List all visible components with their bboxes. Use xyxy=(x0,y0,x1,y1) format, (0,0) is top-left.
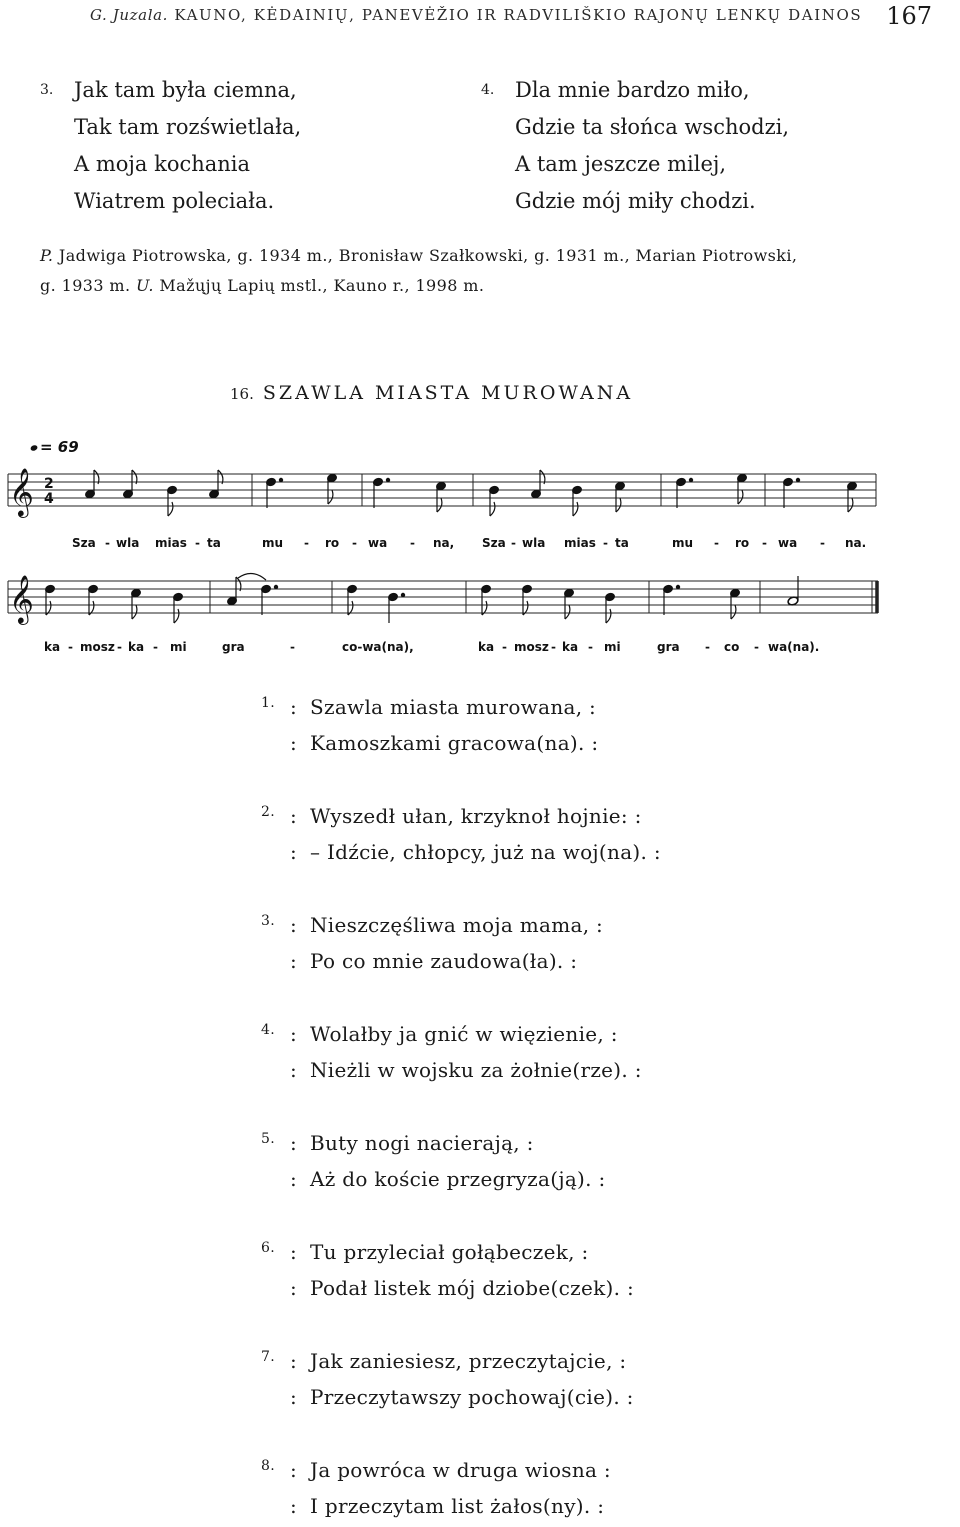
note xyxy=(388,592,405,623)
lyric-hyphen: - xyxy=(705,640,710,654)
repeat-mark: : xyxy=(290,1385,298,1409)
note xyxy=(489,485,500,516)
verse-line: – Idźcie, chłopcy, już na woj(na). : xyxy=(310,840,661,864)
running-header xyxy=(90,6,862,24)
verse-number: 7. xyxy=(261,1349,275,1365)
lyrics-row-1 xyxy=(72,536,866,550)
lyric-hyphen: - xyxy=(290,640,295,654)
verse-line: Aż do koście przegryza(ją). : xyxy=(310,1167,606,1191)
source-line-2 xyxy=(40,271,797,301)
lyric-hyphen: - xyxy=(68,640,73,654)
stanza-number: 3. xyxy=(40,82,54,98)
verse-number: 8. xyxy=(261,1458,275,1474)
treble-clef-icon: 𝄞 xyxy=(9,467,34,516)
stanza-line: A tam jeszcze milej, xyxy=(515,152,727,176)
source-info xyxy=(40,241,797,301)
note xyxy=(88,584,99,615)
stanza-4 xyxy=(481,72,789,220)
note xyxy=(266,477,283,508)
time-signature-bottom: 4 xyxy=(44,491,54,507)
note xyxy=(173,592,184,623)
lyric-hyphen: - xyxy=(410,536,415,550)
verse-line: Kamoszkami gracowa(na). : xyxy=(310,731,599,755)
repeat-mark: : xyxy=(290,1240,298,1264)
recorded-label: U. xyxy=(135,276,154,295)
lyric-hyphen: - xyxy=(754,640,759,654)
note xyxy=(737,473,748,504)
lyric-hyphen: - xyxy=(502,640,507,654)
lyrics-row-2 xyxy=(44,640,819,654)
note xyxy=(730,588,741,619)
performer-label: P. xyxy=(40,246,54,265)
note xyxy=(373,477,390,508)
note xyxy=(347,584,358,615)
lyric-syllable: ta xyxy=(615,536,629,550)
staff-2 xyxy=(8,581,878,613)
repeat-mark: : xyxy=(290,913,298,937)
lyric-syllable: co-wa(na), xyxy=(342,640,414,654)
repeat-mark: : xyxy=(290,949,298,973)
lyric-hyphen: - xyxy=(117,640,122,654)
lyric-hyphen: - xyxy=(195,536,200,550)
lyric-syllable: wla xyxy=(522,536,546,550)
lyric-syllable: ka xyxy=(478,640,495,654)
lyric-syllable: mosz xyxy=(514,640,549,654)
lyric-hyphen: - xyxy=(153,640,158,654)
repeat-mark: : xyxy=(290,731,298,755)
verse-line: Jak zaniesiesz, przeczytajcie, : xyxy=(310,1349,627,1373)
stanza-line: Jak tam była ciemna, xyxy=(74,78,297,102)
song-title xyxy=(230,382,633,404)
lyric-syllable: wa xyxy=(368,536,388,550)
stanza-number: 4. xyxy=(481,82,495,98)
lyric-syllable: mu xyxy=(262,536,284,550)
verse-line: Nieżli w wojsku za żołnie(rze). : xyxy=(310,1058,642,1082)
note xyxy=(522,584,533,615)
verse-line: Wolałby ja gnić w więzienie, : xyxy=(310,1022,618,1046)
lyric-syllable: wa(na). xyxy=(768,640,820,654)
note xyxy=(481,584,492,615)
verse-line: Buty nogi nacierają, : xyxy=(310,1131,534,1155)
header-title: KAUNO, KĖDAINIŲ, PANEVĖŽIO IR RADVILIŠKIO RAJONŲ LENKŲ DAINOS xyxy=(174,6,863,24)
verse-number: 6. xyxy=(261,1240,275,1256)
repeat-mark: : xyxy=(290,1131,298,1155)
verse-number: 3. xyxy=(261,913,275,929)
lyric-hyphen: - xyxy=(551,640,556,654)
lyric-hyphen: - xyxy=(820,536,825,550)
verse-line: Podał listek mój dziobe(czek). : xyxy=(310,1276,634,1300)
stanza-line: Tak tam rozświetlała, xyxy=(74,115,302,139)
repeat-mark: : xyxy=(290,1058,298,1082)
note xyxy=(436,481,447,512)
lyric-syllable: mu xyxy=(672,536,694,550)
tempo-mark xyxy=(30,438,79,456)
repeat-mark: : xyxy=(290,804,298,828)
lyric-syllable: mosz xyxy=(80,640,115,654)
verse-line: Przeczytawszy pochowaj(cie). : xyxy=(310,1385,634,1409)
performer-year: g. 1933 m. xyxy=(40,276,131,295)
lyric-syllable: ka xyxy=(128,640,145,654)
lyric-syllable: Sza xyxy=(482,536,506,550)
performers: Jadwiga Piotrowska, g. 1934 m., Bronisław Szałkowski, g. 1931 m., Marian Piotrowski, xyxy=(58,246,798,265)
treble-clef-icon: 𝄞 xyxy=(9,574,34,623)
lyric-syllable: ro xyxy=(325,536,340,550)
note xyxy=(327,473,338,504)
repeat-mark: : xyxy=(290,1458,298,1482)
time-signature-top: 2 xyxy=(44,476,54,492)
lyric-syllable: ro xyxy=(735,536,750,550)
lyric-syllable: gra xyxy=(657,640,680,654)
verse-number: 1. xyxy=(261,695,275,711)
note xyxy=(615,481,626,512)
source-line-1 xyxy=(40,241,797,271)
repeat-mark: : xyxy=(290,1167,298,1191)
note xyxy=(131,588,142,619)
note xyxy=(45,584,56,615)
note xyxy=(663,584,680,615)
music-score xyxy=(0,430,960,662)
note xyxy=(167,485,178,516)
note xyxy=(783,477,800,508)
lyric-syllable: mi xyxy=(604,640,621,654)
verse-line: Szawla miasta murowana, : xyxy=(310,695,597,719)
note xyxy=(261,584,278,615)
lyric-syllable: ta xyxy=(207,536,221,550)
lyric-hyphen: - xyxy=(762,536,767,550)
lyric-syllable: ka xyxy=(44,640,61,654)
lyric-syllable: na. xyxy=(845,536,867,550)
verse-line: I przeczytam list żałos(ny). : xyxy=(310,1494,605,1518)
verse-line: Po co mnie zaudowa(ła). : xyxy=(310,949,578,973)
verse-number: 5. xyxy=(261,1131,275,1147)
note xyxy=(605,592,616,623)
verse-line: Wyszedł ułan, krzyknoł hojnie: : xyxy=(310,804,642,828)
lyric-syllable: mi xyxy=(170,640,187,654)
lyric-syllable: wla xyxy=(116,536,140,550)
repeat-mark: : xyxy=(290,695,298,719)
stanza-line: Wiatrem poleciała. xyxy=(74,189,275,213)
lyric-syllable: Sza xyxy=(72,536,96,550)
header-author: G. Juzala. xyxy=(90,6,169,24)
lyric-hyphen: - xyxy=(603,536,608,550)
lyric-hyphen: - xyxy=(352,536,357,550)
lyric-syllable: gra xyxy=(222,640,245,654)
lyric-syllable: mias xyxy=(564,536,596,550)
lyric-syllable: na, xyxy=(433,536,455,550)
notes-staff-1 xyxy=(85,470,858,516)
verse-number: 2. xyxy=(261,804,275,820)
slur xyxy=(238,573,266,580)
lyric-hyphen: - xyxy=(511,536,516,550)
repeat-mark: : xyxy=(290,1494,298,1518)
repeat-mark: : xyxy=(290,1276,298,1300)
stanza-line: Dla mnie bardzo miło, xyxy=(515,78,750,102)
lyric-hyphen: - xyxy=(588,640,593,654)
lyric-syllable: wa xyxy=(778,536,798,550)
song-title-text: SZAWLA MIASTA MUROWANA xyxy=(262,382,634,404)
verse-line: Tu przyleciał gołąbeczek, : xyxy=(310,1240,589,1264)
lyric-syllable: ka xyxy=(562,640,579,654)
recording-place: Mažųjų Lapių mstl., Kauno r., 1998 m. xyxy=(159,276,485,295)
page-number: 167 xyxy=(886,2,932,30)
repeat-mark: : xyxy=(290,840,298,864)
verse-line: Ja powróca w druga wiosna : xyxy=(310,1458,611,1482)
verse-number: 4. xyxy=(261,1022,275,1038)
lyric-hyphen: - xyxy=(714,536,719,550)
note xyxy=(564,588,575,619)
tempo-text: = 69 xyxy=(40,438,79,456)
note xyxy=(676,477,693,508)
lyric-syllable: co xyxy=(724,640,740,654)
song-number: 16. xyxy=(230,385,254,403)
verse-line: Nieszczęśliwa moja mama, : xyxy=(310,913,604,937)
note xyxy=(572,485,583,516)
lyric-hyphen: - xyxy=(304,536,309,550)
repeat-mark: : xyxy=(290,1022,298,1046)
lyric-syllable: mias xyxy=(155,536,187,550)
lyric-hyphen: - xyxy=(105,536,110,550)
note xyxy=(847,481,858,512)
repeat-mark: : xyxy=(290,1349,298,1373)
stanza-line: Gdzie ta słońca wschodzi, xyxy=(515,115,790,139)
stanza-line: A moja kochania xyxy=(74,152,251,176)
stanza-3 xyxy=(40,72,301,220)
stanza-line: Gdzie mój miły chodzi. xyxy=(515,189,756,213)
